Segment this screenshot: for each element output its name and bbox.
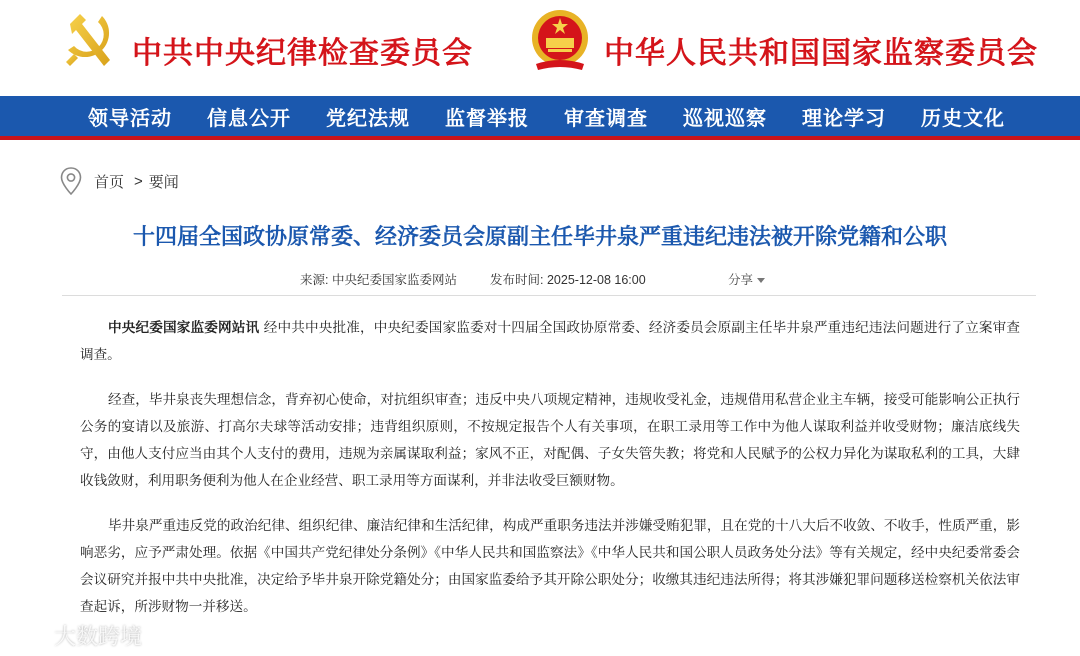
party-emblem-icon xyxy=(58,10,122,74)
article-title: 十四届全国政协原常委、经济委员会原副主任毕井泉严重违纪违法被开除党籍和公职 xyxy=(132,225,947,250)
share-button[interactable] xyxy=(728,270,765,288)
share-label: 分享 xyxy=(728,273,754,287)
nav-item-investigation[interactable]: 审查调查 xyxy=(564,105,648,130)
paragraph-2: 经查，毕井泉丧失理想信念，背弃初心使命，对抗组织审查；违反中央八项规定精神，违规收受礼金，违规借用私营企业主车辆，接受可能影响公正执行公务的宴请以及旅游、打高尔夫球等活动安排；违背组织原则，不按规定报告个人有关事项，在职工录用等工作中为他人谋取利益并收受财物；廉洁底线失守，由他人支付应当由其个人支付的费用，违规为亲属谋取利益；家风不正，对配偶、子女失管失教；将党和人民赋予的公权力异化为谋取私利的工具，大肆收钱敛财，利用职务便利为他人在企业经营、职工录用等方面谋利，并非法收受巨额财物。 xyxy=(80,392,1020,489)
article-body xyxy=(80,315,1020,639)
time-value: 2025-12-08 16:00 xyxy=(546,273,646,287)
time-label: 发布时间: xyxy=(490,273,544,287)
source-value: 中央纪委国家监委网站 xyxy=(331,273,457,287)
paragraph-1-text: 经中共中央批准，中央纪委国家监委对十四届全国政协原常委、经济委员会原副主任毕井泉严重违纪违法问题进行了立案审查调查。 xyxy=(80,320,1020,363)
nav-item-regulations[interactable]: 党纪法规 xyxy=(326,105,410,130)
nav-accent-line xyxy=(0,136,1080,140)
watermark xyxy=(8,618,142,652)
nav-item-leadership[interactable]: 领导活动 xyxy=(88,105,172,130)
article-time xyxy=(490,270,646,288)
watermark-logo-icon xyxy=(8,622,48,648)
paragraph-lead: 中央纪委国家监委网站讯 xyxy=(108,320,260,336)
watermark-text: 大数跨境 xyxy=(54,624,143,650)
paragraph-1 xyxy=(80,315,1020,369)
location-pin-icon xyxy=(60,167,82,195)
nav-item-supervision-report[interactable]: 监督举报 xyxy=(445,105,529,130)
header-title-nsc[interactable]: 中华人民共和国国家监察委员会 xyxy=(604,36,1038,71)
breadcrumb-current-link[interactable]: 要闻 xyxy=(148,173,179,191)
breadcrumb-home-link[interactable]: 首页 xyxy=(94,173,125,191)
nav-item-history-culture[interactable]: 历史文化 xyxy=(921,105,1005,130)
article-meta xyxy=(0,270,1080,290)
breadcrumb-separator: > xyxy=(134,172,143,190)
national-emblem-icon xyxy=(530,8,590,74)
nav-item-theory-study[interactable]: 理论学习 xyxy=(802,105,886,130)
nav-item-inspection[interactable]: 巡视巡察 xyxy=(683,105,767,130)
meta-divider xyxy=(62,295,1036,296)
main-nav xyxy=(0,96,1080,136)
header-title-ccdi[interactable]: 中共中央纪律检查委员会 xyxy=(132,36,473,71)
site-header xyxy=(0,0,1080,96)
breadcrumb xyxy=(60,166,179,196)
article-source xyxy=(300,270,457,288)
source-label: 来源: xyxy=(300,273,329,287)
nav-item-info-disclosure[interactable]: 信息公开 xyxy=(207,105,291,130)
paragraph-3: 毕井泉严重违反党的政治纪律、组织纪律、廉洁纪律和生活纪律，构成严重职务违法并涉嫌受贿犯罪，且在党的十八大后不收敛、不收手，性质严重，影响恶劣，应予严肃处理。依据《中国共产党纪律处分条例》《中华人民共和国监察法》《中华人民共和国公职人员政务处分法》等有关规定，经中央纪委常委会会议研究并报中共中央批准，决定给予毕井泉开除党籍处分；由国家监委给予其开除公职处分；收缴其违纪违法所得；将其涉嫌犯罪问题移送检察机关依法审查起诉，所涉财物一并移送。 xyxy=(80,518,1020,615)
chevron-down-icon xyxy=(757,278,765,283)
